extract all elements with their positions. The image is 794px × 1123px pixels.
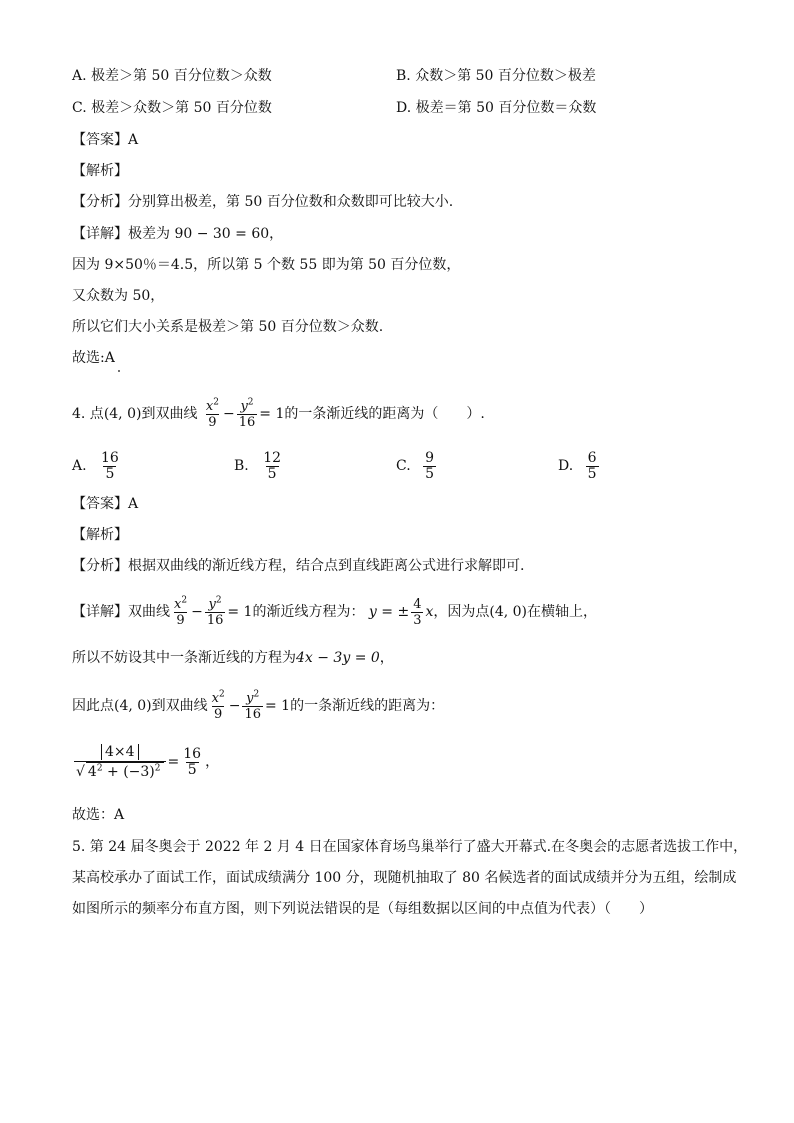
q4-detail-1 [72,594,597,630]
q4-option-b [234,448,285,484]
square: 2 [96,763,103,774]
x-var: x [211,690,219,706]
y-var: y [246,690,254,706]
q4-option-d [558,448,601,484]
square: 2 [215,595,222,606]
minus-three: + (−3) [102,764,155,780]
q4-stem-post: 的一条渐近线的距离为（ ）. [284,406,485,422]
option-label: D. [558,458,574,474]
detail-post-1: ，因为点 [433,604,490,620]
q3-option-d: D. 极差＝第 50 百分位数＝众数 [396,100,597,116]
comma: ， [205,754,220,770]
detail-pre: 【详解】双曲线 [72,604,170,620]
sixteen: 16 [238,414,256,430]
square: 2 [218,689,225,700]
denominator: 5 [425,465,435,482]
option-label: C. [396,458,411,474]
eq-one: = 1 [227,604,253,620]
q4-answer: 【答案】A [72,496,139,512]
y-var: y [208,596,216,612]
q3-detail-1: 【详解】极差为 90 − 30 = 60， [72,226,284,242]
sixteen: 16 [206,612,224,628]
stray-dot [118,370,120,372]
frac-y2-16 [205,597,226,628]
q4-stem-mid: 到双曲线 [141,406,198,422]
q4-stem [72,396,485,432]
q4-point: (4, 0) [103,406,142,422]
minus: − [228,698,241,714]
eq-one: = 1 [265,698,291,714]
nine: 9 [214,706,223,722]
q5-line-2: 某高校承办了面试工作，面试成绩满分 100 分，现随机抽取了 80 名候选者的面试成绩并分为五组，绘制成 [72,870,737,886]
result-frac [181,747,203,778]
point: (4, 0) [114,698,152,714]
q3-analysis-header: 【解析】 [72,163,128,179]
square: 2 [253,689,260,700]
q3-option-a: A. 极差＞第 50 百分位数＞众数 [72,68,272,84]
x-var: x [174,596,182,612]
numerator: 16 [101,449,119,466]
option-label: A. [72,458,87,474]
option-a-frac [99,451,121,482]
four: 4 [413,596,422,612]
line2-pre: 所以不妨设其中一条渐近线的方程为 [72,650,296,666]
frac-x2-9 [172,597,189,628]
line3-pre: 因此点 [72,698,114,714]
sqrt [86,762,164,781]
q4-detail-3 [72,688,444,724]
q4-distance-formula [72,742,219,782]
numerator: 16 [183,745,202,762]
q4-fenxi: 【分析】根据双曲线的渐近线方程，结合点到直线距离公式进行求解即可. [72,558,525,574]
asym-lhs: y = ± [368,604,410,620]
option-b-frac [261,451,283,482]
square: 2 [154,763,161,774]
q5-line-1: 5. 第 24 届冬奥会于 2022 年 2 月 4 日在国家体育场鸟巢举行了盛大开幕式.在冬奥会的志愿者选拔工作中， [72,839,748,855]
q3-choose: 故选:A [72,350,115,366]
minus: − [222,406,235,422]
denominator: 5 [587,465,597,482]
square: 2 [213,397,219,408]
square: 2 [247,397,254,408]
x-var: x [425,604,434,620]
line3-mid: 到双曲线 [151,698,208,714]
q3-detail-4: 所以它们大小关系是极差＞第 50 百分位数＞众数. [72,319,384,335]
q3-option-b: B. 众数＞第 50 百分位数＞极差 [396,68,596,84]
option-label: B. [234,458,249,474]
line2-post: ， [379,650,394,666]
q5-line-3: 如图所示的频率分布直方图，则下列说法错误的是（每组数据以区间的中点值为代表）（ ） [72,901,653,917]
frac-4-3 [411,597,423,628]
q3-option-c: C. 极差＞众数＞第 50 百分位数 [72,100,272,116]
abs-value: 4×4 [101,744,139,760]
nine: 9 [208,414,217,430]
three: 3 [413,612,422,628]
numerator: 6 [587,449,597,466]
point: (4, 0) [489,604,528,620]
q4-frac-x2-9 [204,399,221,430]
denominator: 5 [187,761,197,778]
distance-frac: $\frac{4\times 4}{√ 4^2 + (-3)^2}$ [74,743,166,781]
q3-detail-3: 又众数为 50， [72,288,165,304]
q3-fenxi: 【分析】分别算出极差，第 50 百分位数和众数即可比较大小. [72,194,454,210]
x-var: x [205,398,214,414]
q4-choose: 故选：A [72,807,125,823]
q4-option-a [72,448,123,484]
denominator: 5 [267,465,277,482]
q3-detail-2: 因为 9×50％＝4.5，所以第 5 个数 55 即为第 50 百分位数， [72,257,461,273]
option-d-frac [586,451,599,482]
minus: − [191,604,203,620]
four: 4 [87,764,97,780]
numerator: 9 [425,449,435,466]
q4-analysis-header: 【解析】 [72,527,128,543]
detail-mid: 的渐近线方程为： [252,604,365,620]
frac-y2-16 [242,691,263,722]
numerator: 12 [263,449,282,466]
square: 2 [181,595,188,606]
q4-detail-2 [72,648,394,668]
y-var: y [240,398,248,414]
q3-answer: 【答案】A [72,132,139,148]
equals: = [167,754,180,770]
q4-stem-pre: 4. 点 [72,406,104,422]
denominator: 5 [105,465,115,482]
q4-option-c [396,448,438,484]
q4-frac-y2-16 [237,399,258,430]
eq-one: = 1 [259,406,285,422]
sixteen: 16 [244,706,261,722]
option-c-frac [423,451,436,482]
nine: 9 [176,612,185,628]
frac-x2-9 [210,691,227,722]
line2-eq: 4x − 3y = 0 [296,650,380,666]
detail-post-2: 在横轴上， [527,604,598,620]
line3-post: 的一条渐近线的距离为： [290,698,445,714]
